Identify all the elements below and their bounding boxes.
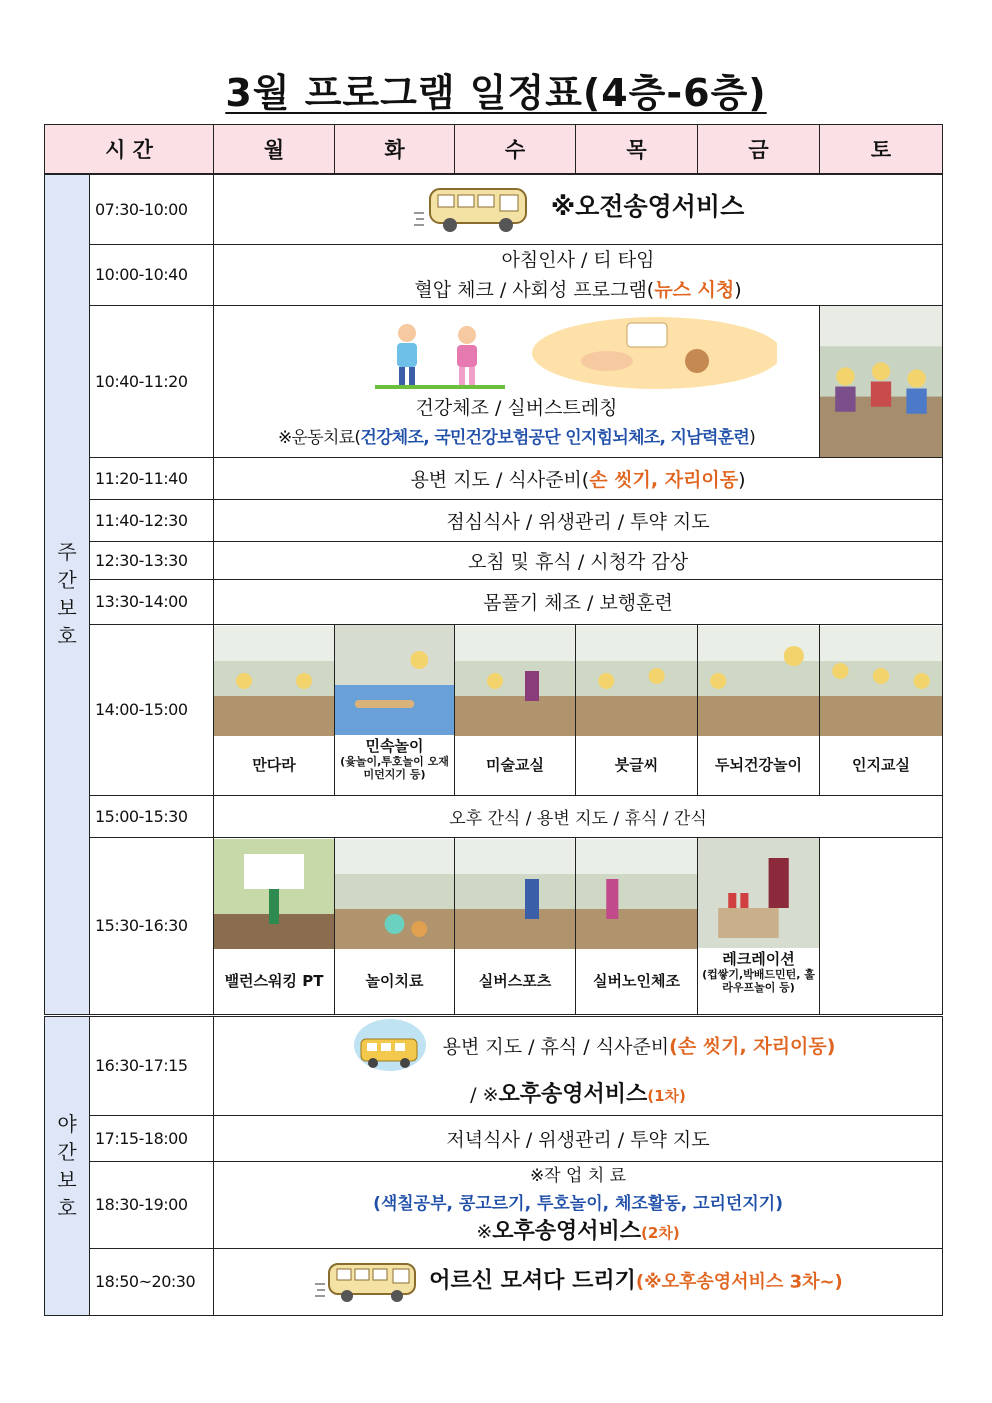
table-row: [45, 624, 943, 795]
activity-line: ※오후송영서비스(2차): [476, 1219, 680, 1244]
classroom-photo: [820, 306, 942, 457]
table-row: [45, 1161, 943, 1248]
time-cell: 15:00-15:30: [90, 795, 214, 837]
program-caption: 놀이치료: [365, 971, 424, 990]
class-photo: [576, 839, 697, 949]
bus-icon: [313, 1258, 423, 1306]
table-row: [45, 457, 943, 499]
program-caption: 만다라: [252, 755, 296, 774]
activity-cell: 몸풀기 체조 / 보행훈련: [214, 579, 943, 624]
time-cell: 17:15-18:00: [90, 1115, 214, 1161]
activity-cell: 오침 및 휴식 / 시청각 감상: [214, 541, 943, 579]
class-photo: [698, 838, 819, 948]
program-cell: [820, 624, 943, 795]
class-photo: [214, 839, 334, 949]
class-photo: [698, 626, 819, 736]
program-cell: [576, 837, 698, 1015]
activity-cell: [214, 305, 820, 457]
time-cell: 11:40-12:30: [90, 499, 214, 541]
program-cell: [335, 837, 455, 1015]
activity-cell: [214, 1248, 943, 1315]
page-title: 3월 프로그램 일정표(4층-6층): [225, 71, 767, 115]
time-cell: 11:20-11:40: [90, 457, 214, 499]
class-photo: [335, 625, 454, 735]
header-row: [45, 125, 943, 175]
activity-line: (색칠공부, 콩고르기, 투호놀이, 체조활동, 고리던지기): [373, 1194, 783, 1214]
day-care-label: 주 간 보 호: [45, 174, 90, 1015]
class-photo: [455, 626, 575, 736]
activity-line: ※운동치료(건강체조, 국민건강보험공단 인지힘뇌체조, 지남력훈련): [277, 427, 756, 448]
program-caption: 실버노인체조: [593, 971, 680, 990]
class-photo: [576, 626, 697, 736]
class-photo: [820, 626, 942, 736]
photo-cell: [820, 305, 943, 457]
activity-line: ※작 업 치 료: [529, 1166, 627, 1186]
class-photo: [455, 839, 575, 949]
elderly-exercise-icon: [257, 315, 777, 393]
program-cell: [214, 837, 335, 1015]
program-cell: [214, 624, 335, 795]
program-caption: 두뇌건강놀이: [715, 755, 802, 774]
activity-cell: 점심식사 / 위생관리 / 투약 지도: [214, 499, 943, 541]
night-care-label: 야 간 보 호: [45, 1015, 90, 1315]
bus-icon: [412, 183, 537, 235]
activity-cell: [214, 1015, 943, 1115]
time-cell: 18:30-19:00: [90, 1161, 214, 1248]
activity-line: 아침인사 / 티 타임: [501, 248, 655, 271]
table-row: [45, 1248, 943, 1315]
program-cell: [698, 624, 820, 795]
table-row: [45, 174, 943, 244]
activity-cell: 오후 간식 / 용변 지도 / 휴식 / 간식: [214, 795, 943, 837]
activity-line: / ※오후송영서비스(1차): [470, 1082, 686, 1107]
exercise-illustration: [214, 315, 819, 393]
header-mon: 월: [214, 125, 335, 175]
program-cell: [576, 624, 698, 795]
program-caption: 민속놀이 (윷놀이,투호놀이 오재미던지기 등): [340, 736, 449, 781]
activity-line: 건강체조 / 실버스트레칭: [415, 396, 618, 419]
drop-off-note: (※오후송영서비스 3차~): [635, 1271, 843, 1292]
activity-cell: [214, 244, 943, 305]
program-caption: 밸런스워킹 PT: [224, 971, 324, 990]
drop-off-text: 어르신 모셔다 드리기: [429, 1268, 636, 1293]
header-fri: 금: [698, 125, 820, 175]
time-cell: 13:30-14:00: [90, 579, 214, 624]
school-bus-icon: [351, 1017, 429, 1077]
program-cell: [455, 837, 576, 1015]
time-cell: 07:30-10:00: [90, 174, 214, 244]
activity-line: 용변 지도 / 휴식 / 식사준비(손 씻기, 자리이동): [214, 1017, 942, 1077]
header-sat: 토: [820, 125, 943, 175]
class-photo: [335, 839, 454, 949]
table-row: [45, 1015, 943, 1115]
header-thu: 목: [576, 125, 698, 175]
empty-cell: [820, 837, 943, 1015]
program-caption: 붓글씨: [614, 755, 659, 774]
time-cell: 10:00-10:40: [90, 244, 214, 305]
program-cell: [335, 624, 455, 795]
time-cell: 16:30-17:15: [90, 1015, 214, 1115]
program-cell: [455, 624, 576, 795]
activity-cell: [214, 1161, 943, 1248]
table-row: [45, 1115, 943, 1161]
schedule-table: [44, 124, 943, 1316]
header-time: 시 간: [45, 125, 214, 175]
activity-line: 혈압 체크 / 사회성 프로그램(뉴스 시청): [414, 278, 742, 301]
class-photo: [214, 626, 334, 736]
program-caption: 실버스포츠: [478, 971, 552, 990]
morning-shuttle-text: ※오전송영서비스: [550, 191, 745, 221]
program-caption: 인지교실: [852, 755, 910, 774]
program-cell: [698, 837, 820, 1015]
header-wed: 수: [455, 125, 576, 175]
table-row: [45, 499, 943, 541]
table-row: [45, 244, 943, 305]
time-cell: 15:30-16:30: [90, 837, 214, 1015]
activity-cell: 저녁식사 / 위생관리 / 투약 지도: [214, 1115, 943, 1161]
time-cell: 18:50~20:30: [90, 1248, 214, 1315]
table-row: [45, 305, 943, 457]
activity-cell: [214, 174, 943, 244]
header-tue: 화: [335, 125, 455, 175]
table-row: [45, 795, 943, 837]
table-row: [45, 837, 943, 1015]
program-caption: 미술교실: [486, 755, 544, 774]
time-cell: 12:30-13:30: [90, 541, 214, 579]
table-row: [45, 541, 943, 579]
time-cell: 10:40-11:20: [90, 305, 214, 457]
table-row: [45, 579, 943, 624]
time-cell: 14:00-15:00: [90, 624, 214, 795]
activity-cell: 용변 지도 / 식사준비(손 씻기, 자리이동): [214, 457, 943, 499]
program-caption: 레크레이션 (컵쌓기,박배드민턴, 훌라우프놀이 등): [702, 949, 815, 994]
